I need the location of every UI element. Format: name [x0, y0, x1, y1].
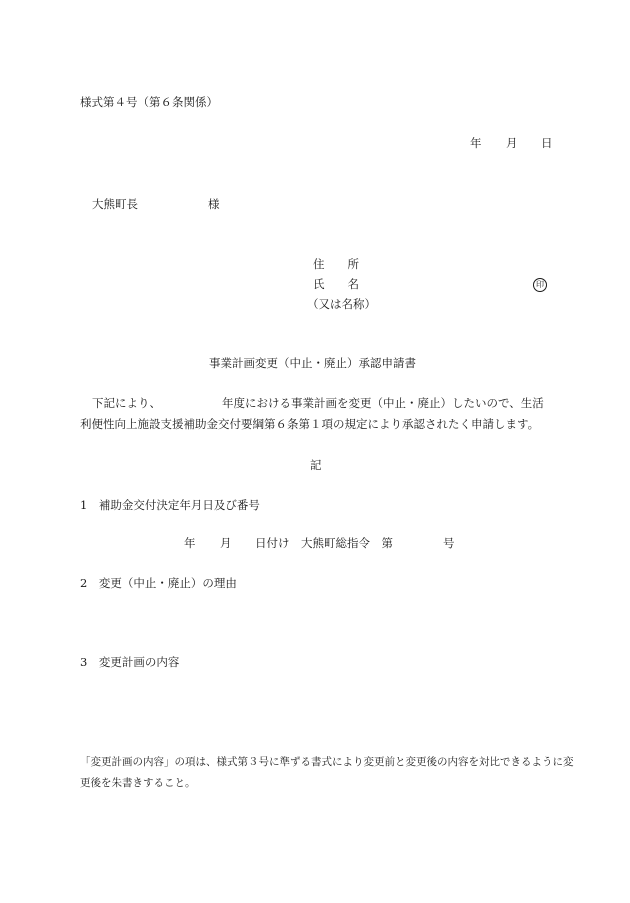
body-line2: 利便性向上施設支援補助金交付要綱第６条第１項の規定により承認されたく申請します。 [80, 417, 540, 431]
item1-date-ref: 日付け 大熊町総指令 第 [255, 536, 393, 550]
item-3-title: 3 変更計画の内容 [80, 655, 180, 669]
body-line1-b: 年度における事業計画を変更（中止・廃止）したいので、生活 [222, 396, 544, 410]
item-2-title: 2 変更（中止・廃止）の理由 [80, 576, 237, 590]
date-day: 日 [541, 136, 553, 150]
item1-year: 年 [184, 536, 196, 550]
body-line1-a: 下記により、 [92, 396, 161, 410]
address-label: 住 所 [313, 257, 359, 271]
item1-title: 1 補助金交付決定年月日及び番号 [80, 498, 260, 512]
date-month: 月 [506, 136, 518, 150]
item1-month: 月 [220, 536, 232, 550]
form-number: 様式第４号（第６条関係） [80, 95, 218, 109]
date-year: 年 [470, 136, 482, 150]
or-name-label: （又は名称） [307, 297, 376, 311]
addressee-suffix: 様 [208, 197, 220, 211]
addressee-name: 大熊町長 [92, 197, 138, 211]
ki-heading: 記 [310, 458, 322, 472]
note-line2: 更後を朱書きすること。 [80, 777, 196, 789]
item1-no: 号 [443, 536, 455, 550]
document-title: 事業計画変更（中止・廃止）承認申請書 [209, 356, 416, 370]
note-line1: 「変更計画の内容」の項は、様式第３号に準ずる書式により変更前と変更後の内容を対比できるように変 [80, 756, 574, 768]
name-label: 氏 名 [313, 277, 359, 291]
seal-mark: 印 [533, 278, 547, 292]
